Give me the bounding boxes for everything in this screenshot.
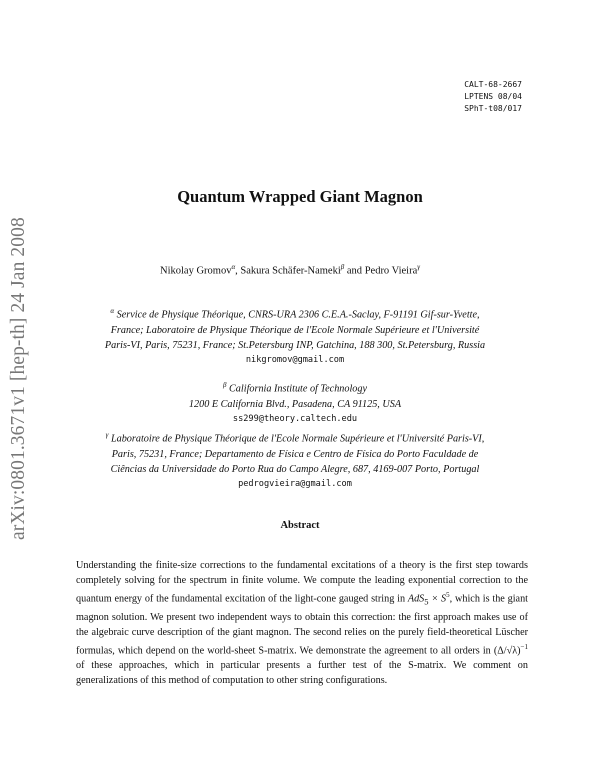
affiliation-line: $^\alpha$ Service de Physique Théorique, CNRS-URA 2306 C.E.A.-Saclay, F-91191 Gif-sur-Yvette, — [110, 307, 480, 321]
author-name: Sakura Schäfer-Nameki — [240, 265, 341, 277]
affiliation-mark: α — [110, 307, 115, 315]
author-name: Pedro Vieira — [364, 265, 418, 277]
author-email: nikgromov@gmail.com — [245, 355, 345, 365]
arxiv-identifier-stamp: arXiv:0801.3671v1 [hep-th] 24 Jan 2008 — [8, 217, 29, 540]
affiliation-line: $^\beta$ California Institute of Technology — [222, 381, 368, 395]
abstract-text: of these approaches, which in particular presents a further test of the S-matrix. We comment on generalizations of this method of computation to other string configurations. — [76, 660, 528, 687]
affiliation-mark: β — [222, 381, 227, 389]
author-affiliation-mark: γ — [417, 263, 420, 271]
abstract-text: , which is the giant magnon solution. We present two independent ways to obtain this correction: the first approach makes use of the algebraic curve description of the giant magnon. The second relies on the purely field-theoretical Lüscher formulas, which depend on the world-sheet S-matrix. We demonstrate the agreement to all orders in — [76, 593, 529, 657]
report-number: CALT-68-2667 — [464, 80, 522, 89]
author-name: Nikolay Gromov — [160, 265, 232, 277]
paper-title: Quantum Wrapped Giant Magnon — [177, 187, 423, 206]
affiliation-line: $^\gamma$ Laboratoire de Physique Théorique de l'Ecole Normale Supérieure et l'Université Paris-VI, — [105, 431, 485, 445]
affiliation-line: France; Laboratoire de Physique Théorique de l'Ecole Normale Supérieure et l'Université — [110, 324, 480, 336]
math-sphere: × S — [428, 593, 447, 605]
author-separator: , — [235, 265, 241, 277]
affiliation-line: Paris, 75231, France; Departamento de Física e Centro de Física do Porto Faculdade de — [111, 448, 479, 460]
math-superscript: −1 — [520, 642, 528, 651]
abstract-text: Understanding the finite-size corrections to the fundamental excitations of a theory is the first step towards completely solving for the spectrum in finite volume. We compute the leading exponential correction to the quantum energy of the fundamental excitation of the light-cone gauged string in — [76, 560, 528, 605]
affiliation-beta — [60, 378, 530, 427]
report-number: LPTENS 08/04 — [464, 92, 522, 101]
affiliation-line: Paris-VI, Paris, 75231, France; St.Petersburg INP, Gatchina, 188 300, St.Petersburg, Russia — [104, 339, 486, 351]
affiliation-gamma — [60, 428, 530, 492]
math-ads: AdS — [407, 593, 425, 605]
math-order-expression: (Δ/√λ) — [493, 645, 521, 657]
affiliation-line: Ciências da Universidade do Porto Rua do Campo Alegre, 687, 4169-007 Porto, Portugal — [110, 463, 480, 475]
author-affiliation-mark: β — [340, 263, 345, 271]
math-subscript: 5 — [424, 596, 429, 607]
affiliation-alpha — [60, 304, 530, 368]
author-email: ss299@theory.caltech.edu — [232, 413, 358, 424]
affiliation-mark: γ — [105, 431, 109, 439]
author-affiliation-mark: α — [231, 263, 236, 271]
affiliation-line: 1200 E California Blvd., Pasadena, CA 91125, USA — [188, 398, 402, 410]
math-superscript: 5 — [446, 591, 450, 600]
author-list — [0, 263, 580, 277]
author-email: pedrogvieira@gmail.com — [238, 479, 352, 489]
report-numbers — [464, 79, 522, 115]
abstract-heading: Abstract — [280, 520, 320, 531]
author-conjunction: and — [344, 265, 365, 277]
report-number: SPhT-t08/017 — [464, 104, 522, 113]
abstract-body — [76, 558, 528, 689]
